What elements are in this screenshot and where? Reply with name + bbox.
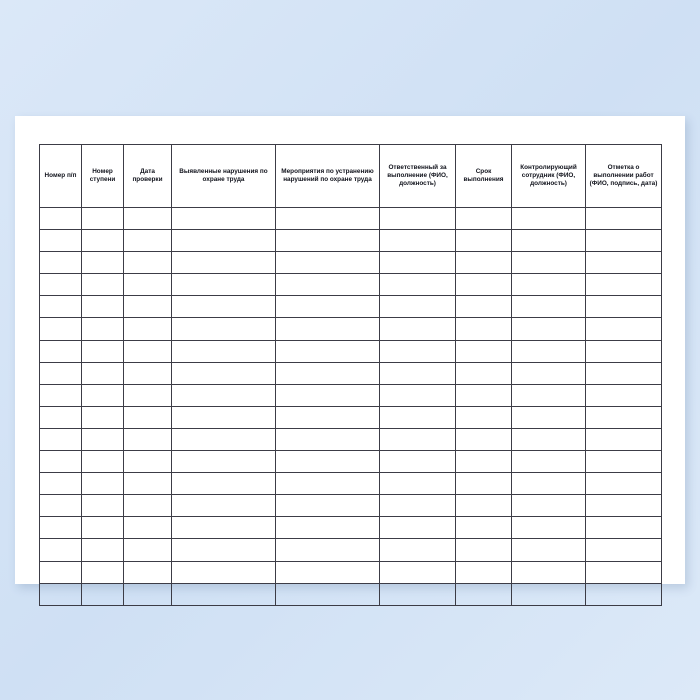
table-cell-check_date[interactable] [124, 274, 172, 296]
table-cell-deadline[interactable] [456, 384, 512, 406]
table-cell-deadline[interactable] [456, 428, 512, 450]
table-cell-violations[interactable] [172, 473, 276, 495]
table-cell-stage[interactable] [82, 208, 124, 230]
table-cell-number[interactable] [40, 296, 82, 318]
column-header-check-date: Дата проверки [124, 145, 172, 208]
table-cell-violations[interactable] [172, 274, 276, 296]
table-cell-measures[interactable] [276, 274, 380, 296]
table-cell-responsible[interactable] [380, 274, 456, 296]
table-cell-responsible[interactable] [380, 539, 456, 561]
table-cell-stage[interactable] [82, 274, 124, 296]
table-cell-number[interactable] [40, 561, 82, 583]
table-cell-violations[interactable] [172, 362, 276, 384]
table-row [40, 296, 662, 318]
table-cell-violations[interactable] [172, 539, 276, 561]
table-cell-measures[interactable] [276, 384, 380, 406]
column-header-measures: Мероприятия по устранению нарушений по охране труда [276, 145, 380, 208]
table-cell-check_date[interactable] [124, 340, 172, 362]
column-header-deadline: Срок выполнения [456, 145, 512, 208]
table-cell-deadline[interactable] [456, 406, 512, 428]
table-cell-controller[interactable] [512, 517, 586, 539]
table-cell-violations[interactable] [172, 517, 276, 539]
table-cell-number[interactable] [40, 362, 82, 384]
table-cell-responsible[interactable] [380, 296, 456, 318]
table-cell-controller[interactable] [512, 208, 586, 230]
table-row [40, 583, 662, 605]
table-cell-stage[interactable] [82, 230, 124, 252]
table-cell-controller[interactable] [512, 318, 586, 340]
table-cell-completion_mark[interactable] [586, 340, 662, 362]
table-cell-measures[interactable] [276, 517, 380, 539]
table-cell-number[interactable] [40, 495, 82, 517]
column-header-completion-mark: Отметка о выполнении работ (ФИО, подпись, дата) [586, 145, 662, 208]
table-cell-responsible[interactable] [380, 252, 456, 274]
table-cell-completion_mark[interactable] [586, 362, 662, 384]
table-cell-check_date[interactable] [124, 318, 172, 340]
column-header-stage: Номер ступени [82, 145, 124, 208]
table-cell-controller[interactable] [512, 362, 586, 384]
table-cell-stage[interactable] [82, 362, 124, 384]
table-row [40, 208, 662, 230]
table-row [40, 362, 662, 384]
table-cell-responsible[interactable] [380, 561, 456, 583]
table-cell-number[interactable] [40, 252, 82, 274]
table-row [40, 473, 662, 495]
table-cell-stage[interactable] [82, 495, 124, 517]
table-cell-responsible[interactable] [380, 517, 456, 539]
table-cell-deadline[interactable] [456, 517, 512, 539]
table-cell-measures[interactable] [276, 428, 380, 450]
column-header-controller: Контролирующий сотрудник (ФИО, должность) [512, 145, 586, 208]
column-header-number: Номер п/п [40, 145, 82, 208]
table-cell-controller[interactable] [512, 384, 586, 406]
table-cell-violations[interactable] [172, 252, 276, 274]
table-cell-responsible[interactable] [380, 208, 456, 230]
table-cell-completion_mark[interactable] [586, 583, 662, 605]
table-cell-controller[interactable] [512, 495, 586, 517]
table-row [40, 274, 662, 296]
table-cell-stage[interactable] [82, 473, 124, 495]
table-cell-stage[interactable] [82, 561, 124, 583]
table-row [40, 517, 662, 539]
violations-log-table [39, 144, 662, 606]
table-cell-check_date[interactable] [124, 473, 172, 495]
table-cell-controller[interactable] [512, 561, 586, 583]
table-cell-measures[interactable] [276, 296, 380, 318]
table-cell-number[interactable] [40, 318, 82, 340]
paper-sheet [15, 116, 685, 584]
table-cell-stage[interactable] [82, 517, 124, 539]
table-cell-violations[interactable] [172, 318, 276, 340]
table-cell-check_date[interactable] [124, 208, 172, 230]
table-cell-check_date[interactable] [124, 362, 172, 384]
table-cell-responsible[interactable] [380, 473, 456, 495]
table-cell-completion_mark[interactable] [586, 539, 662, 561]
table-cell-measures[interactable] [276, 406, 380, 428]
table-cell-deadline[interactable] [456, 561, 512, 583]
table-cell-measures[interactable] [276, 583, 380, 605]
table-cell-deadline[interactable] [456, 362, 512, 384]
table-cell-stage[interactable] [82, 428, 124, 450]
table-cell-check_date[interactable] [124, 406, 172, 428]
table-cell-check_date[interactable] [124, 252, 172, 274]
table-cell-violations[interactable] [172, 384, 276, 406]
table-cell-number[interactable] [40, 208, 82, 230]
table-cell-stage[interactable] [82, 406, 124, 428]
table-cell-completion_mark[interactable] [586, 451, 662, 473]
table-cell-violations[interactable] [172, 428, 276, 450]
table-cell-stage[interactable] [82, 539, 124, 561]
table-cell-completion_mark[interactable] [586, 296, 662, 318]
table-cell-completion_mark[interactable] [586, 517, 662, 539]
table-body [40, 208, 662, 606]
table-cell-controller[interactable] [512, 406, 586, 428]
table-cell-number[interactable] [40, 583, 82, 605]
table-cell-violations[interactable] [172, 451, 276, 473]
table-cell-check_date[interactable] [124, 296, 172, 318]
table-cell-stage[interactable] [82, 384, 124, 406]
table-cell-completion_mark[interactable] [586, 428, 662, 450]
table-cell-controller[interactable] [512, 583, 586, 605]
table-cell-controller[interactable] [512, 473, 586, 495]
table-cell-measures[interactable] [276, 561, 380, 583]
table-cell-stage[interactable] [82, 451, 124, 473]
table-row [40, 340, 662, 362]
table-cell-deadline[interactable] [456, 252, 512, 274]
table-cell-deadline[interactable] [456, 274, 512, 296]
table-cell-check_date[interactable] [124, 539, 172, 561]
table-cell-controller[interactable] [512, 451, 586, 473]
table-cell-violations[interactable] [172, 561, 276, 583]
table-cell-check_date[interactable] [124, 561, 172, 583]
table-row [40, 428, 662, 450]
table-cell-completion_mark[interactable] [586, 208, 662, 230]
table-cell-controller[interactable] [512, 539, 586, 561]
table-cell-check_date[interactable] [124, 230, 172, 252]
table-cell-deadline[interactable] [456, 495, 512, 517]
table-cell-deadline[interactable] [456, 230, 512, 252]
table-cell-completion_mark[interactable] [586, 230, 662, 252]
table-row [40, 451, 662, 473]
table-cell-completion_mark[interactable] [586, 274, 662, 296]
table-cell-responsible[interactable] [380, 318, 456, 340]
table-cell-number[interactable] [40, 428, 82, 450]
table-container [39, 144, 661, 606]
table-row [40, 495, 662, 517]
table-cell-completion_mark[interactable] [586, 561, 662, 583]
column-header-responsible: Ответственный за выполнение (ФИО, должность) [380, 145, 456, 208]
table-cell-stage[interactable] [82, 583, 124, 605]
table-cell-measures[interactable] [276, 252, 380, 274]
table-header [40, 145, 662, 208]
table-row [40, 252, 662, 274]
table-cell-deadline[interactable] [456, 583, 512, 605]
table-cell-stage[interactable] [82, 296, 124, 318]
table-cell-measures[interactable] [276, 362, 380, 384]
table-cell-number[interactable] [40, 517, 82, 539]
table-cell-responsible[interactable] [380, 583, 456, 605]
table-cell-responsible[interactable] [380, 384, 456, 406]
table-cell-number[interactable] [40, 384, 82, 406]
table-cell-controller[interactable] [512, 340, 586, 362]
table-cell-responsible[interactable] [380, 428, 456, 450]
table-cell-violations[interactable] [172, 406, 276, 428]
table-cell-controller[interactable] [512, 428, 586, 450]
table-cell-violations[interactable] [172, 583, 276, 605]
table-cell-measures[interactable] [276, 473, 380, 495]
table-cell-measures[interactable] [276, 451, 380, 473]
table-cell-measures[interactable] [276, 495, 380, 517]
table-cell-completion_mark[interactable] [586, 406, 662, 428]
table-cell-number[interactable] [40, 230, 82, 252]
table-cell-completion_mark[interactable] [586, 495, 662, 517]
table-cell-deadline[interactable] [456, 208, 512, 230]
table-cell-check_date[interactable] [124, 495, 172, 517]
table-row [40, 561, 662, 583]
table-cell-measures[interactable] [276, 208, 380, 230]
table-cell-number[interactable] [40, 340, 82, 362]
table-cell-responsible[interactable] [380, 230, 456, 252]
table-cell-responsible[interactable] [380, 495, 456, 517]
table-cell-violations[interactable] [172, 208, 276, 230]
table-cell-controller[interactable] [512, 230, 586, 252]
column-header-violations: Выявленные нарушения по охране труда [172, 145, 276, 208]
table-cell-stage[interactable] [82, 340, 124, 362]
table-cell-completion_mark[interactable] [586, 318, 662, 340]
table-cell-responsible[interactable] [380, 451, 456, 473]
table-cell-deadline[interactable] [456, 473, 512, 495]
table-cell-deadline[interactable] [456, 340, 512, 362]
table-cell-completion_mark[interactable] [586, 384, 662, 406]
table-cell-measures[interactable] [276, 318, 380, 340]
table-cell-number[interactable] [40, 451, 82, 473]
table-cell-controller[interactable] [512, 274, 586, 296]
table-header-row [40, 145, 662, 208]
table-cell-violations[interactable] [172, 495, 276, 517]
table-cell-controller[interactable] [512, 296, 586, 318]
table-row [40, 539, 662, 561]
table-cell-controller[interactable] [512, 252, 586, 274]
table-cell-completion_mark[interactable] [586, 473, 662, 495]
table-row [40, 384, 662, 406]
table-cell-number[interactable] [40, 539, 82, 561]
table-cell-check_date[interactable] [124, 428, 172, 450]
table-cell-deadline[interactable] [456, 451, 512, 473]
table-cell-measures[interactable] [276, 539, 380, 561]
table-cell-deadline[interactable] [456, 539, 512, 561]
table-cell-violations[interactable] [172, 340, 276, 362]
table-cell-violations[interactable] [172, 230, 276, 252]
table-cell-number[interactable] [40, 274, 82, 296]
table-cell-check_date[interactable] [124, 451, 172, 473]
table-cell-stage[interactable] [82, 318, 124, 340]
table-cell-deadline[interactable] [456, 296, 512, 318]
table-row [40, 318, 662, 340]
table-cell-completion_mark[interactable] [586, 252, 662, 274]
table-row [40, 406, 662, 428]
table-cell-number[interactable] [40, 406, 82, 428]
table-cell-measures[interactable] [276, 230, 380, 252]
table-row [40, 230, 662, 252]
table-cell-responsible[interactable] [380, 406, 456, 428]
table-cell-violations[interactable] [172, 296, 276, 318]
table-cell-check_date[interactable] [124, 517, 172, 539]
table-cell-check_date[interactable] [124, 583, 172, 605]
table-cell-check_date[interactable] [124, 384, 172, 406]
table-cell-deadline[interactable] [456, 318, 512, 340]
table-cell-stage[interactable] [82, 252, 124, 274]
table-cell-measures[interactable] [276, 340, 380, 362]
table-cell-responsible[interactable] [380, 362, 456, 384]
table-cell-number[interactable] [40, 473, 82, 495]
table-cell-responsible[interactable] [380, 340, 456, 362]
